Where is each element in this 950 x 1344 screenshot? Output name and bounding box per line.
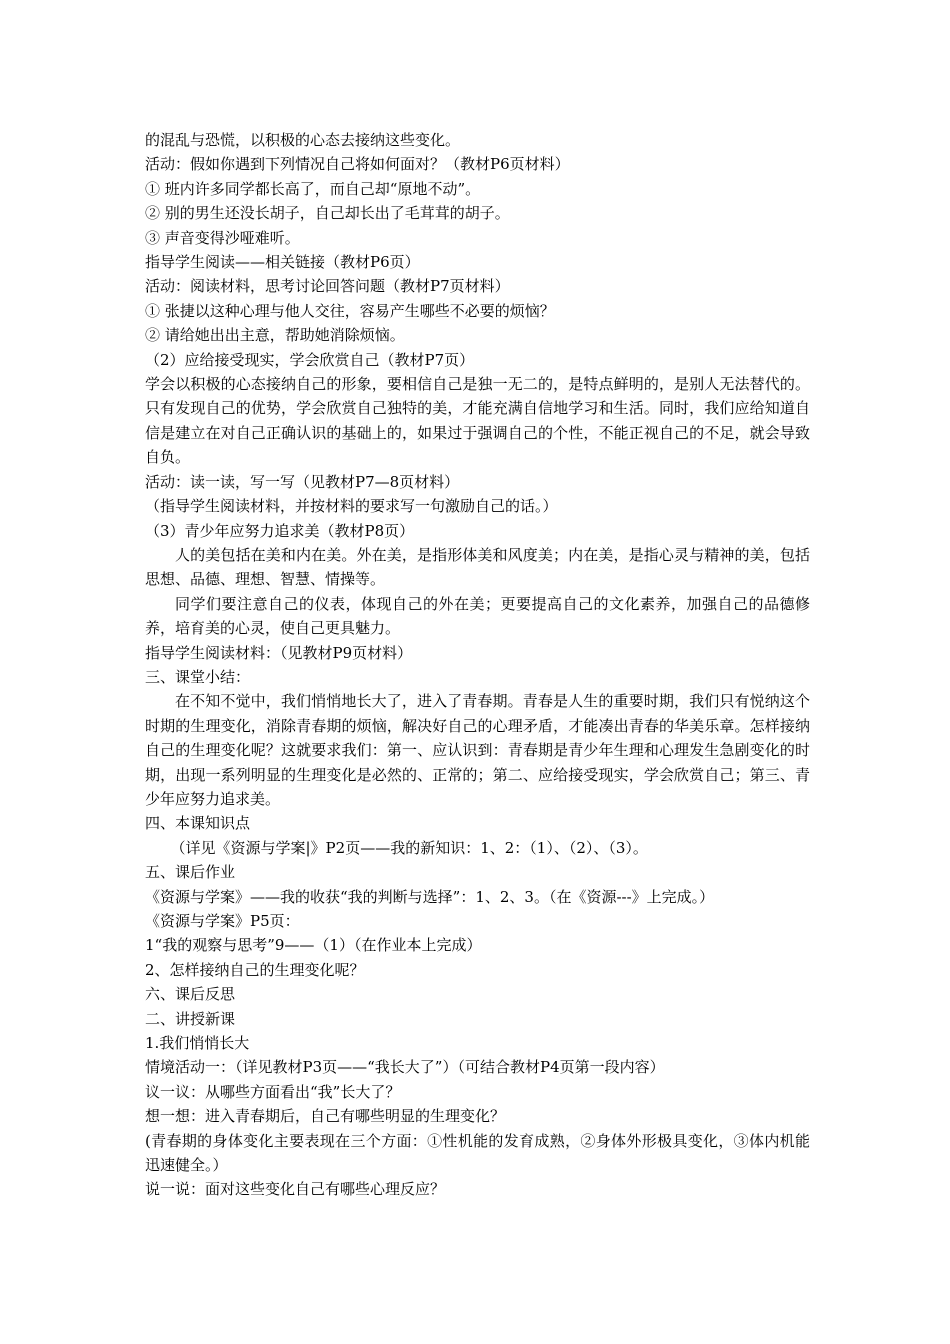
section-heading: 五、课后作业: [145, 863, 236, 882]
text-line: 2、怎样接纳自己的生理变化呢？: [145, 960, 365, 979]
section-heading: 六、课后反思: [145, 985, 236, 1004]
text-line: 《资源与学案》——我的收获“我的判断与选择”：1、2、3。（在《资源---》上完成。）: [145, 887, 715, 906]
text-line: （详见《资源与学案|》P2页——我的新知识：1、2：（1）、（2）、（3）。: [170, 838, 648, 857]
text-line: 情境活动一：（详见教材P3页——“我长大了”）（可结合教材P4页第一段内容）: [145, 1058, 665, 1077]
activity-heading: 活动：阅读材料，思考讨论回答问题（教材P7页材料）: [145, 277, 510, 296]
list-item: ② 别的男生还没长胡子，自己却长出了毛茸茸的胡子。: [145, 204, 510, 223]
section-heading: （2）应给接受现实，学会欣赏自己（教材P7页）: [145, 350, 475, 369]
list-item: ① 班内许多同学都长高了，而自己却“原地不动”。: [145, 179, 481, 198]
list-item: ① 张捷以这种心理与他人交往，容易产生哪些不必要的烦恼？: [145, 301, 555, 320]
paragraph: (青春期的身体变化主要表现在三个方面：①性机能的发育成熟，②身体外形极具变化，③体内机能迅速健全。）: [145, 1131, 810, 1175]
activity-heading: 活动：读一读，写一写（见教材P7—8页材料）: [145, 472, 460, 491]
section-heading: 二、讲授新课: [145, 1009, 236, 1028]
document-body: [145, 128, 810, 1202]
list-item: ③ 声音变得沙哑难听。: [145, 228, 300, 247]
text-line: 说一说：面对这些变化自己有哪些心理反应？: [145, 1180, 446, 1199]
text-line: 想一想：进入青春期后，自己有哪些明显的生理变化？: [145, 1107, 506, 1126]
paragraph: 学会以积极的心态接纳自己的形象，要相信自己是独一无二的，是特点鲜明的，是别人无法替代的。只有发现自己的优势，学会欣赏自己独特的美，才能充满自信地学习和生活。同时，我们应给知道自信是建立在对自己正确认识的基础上的，如果过于强调自己的个性，不能正视自己的不足，就会导致自负。: [145, 375, 810, 467]
text-line: 议一议：从哪些方面看出“我”长大了？: [145, 1082, 401, 1101]
paragraph: 在不知不觉中，我们悄悄地长大了，进入了青春期。青春是人生的重要时期，我们只有悦纳这个时期的生理变化，消除青春期的烦恼，解决好自己的心理矛盾，才能凑出青春的华美乐章。怎样接纳自己的生理变化呢？这就要求我们：第一、应认识到：青春期是青少年生理和心理发生急剧变化的时期，出现一系列明显的生理变化是必然的、正常的；第二、应给接受现实，学会欣赏自己；第三、青少年应努力追求美。: [145, 692, 810, 808]
section-heading: 三、课堂小结：: [145, 667, 251, 686]
list-item: ② 请给她出出主意，帮助她消除烦恼。: [145, 326, 405, 345]
section-heading: （3）青少年应努力追求美（教材P8页）: [145, 521, 415, 540]
paragraph: 同学们要注意自己的仪表，体现自己的外在美；更要提高自己的文化素养，加强自己的品德修养，培育美的心灵，使自己更具魅力。: [145, 594, 810, 638]
text-line: 指导学生阅读——相关链接（教材P6页）: [145, 253, 420, 272]
activity-heading: 活动：假如你遇到下列情况自己将如何面对？（教材P6页材料）: [145, 155, 570, 174]
text-line: 的混乱与恐慌，以积极的心态去接纳这些变化。: [145, 131, 461, 149]
section-heading: 四、本课知识点: [145, 814, 251, 833]
section-heading: 1.我们悄悄长大: [145, 1034, 250, 1053]
text-line: 1“我的观察与思考”9——（1）（在作业本上完成）: [145, 936, 482, 955]
paragraph: 人的美包括在美和内在美。外在美，是指形体美和风度美；内在美，是指心灵与精神的美，包括思想、品德、理想、智慧、情操等。: [145, 545, 810, 589]
text-line: （指导学生阅读材料，并按材料的要求写一句激励自己的话。）: [145, 497, 558, 516]
text-line: 《资源与学案》P5页：: [145, 912, 300, 930]
text-line: 指导学生阅读材料：（见教材P9页材料）: [145, 643, 413, 662]
